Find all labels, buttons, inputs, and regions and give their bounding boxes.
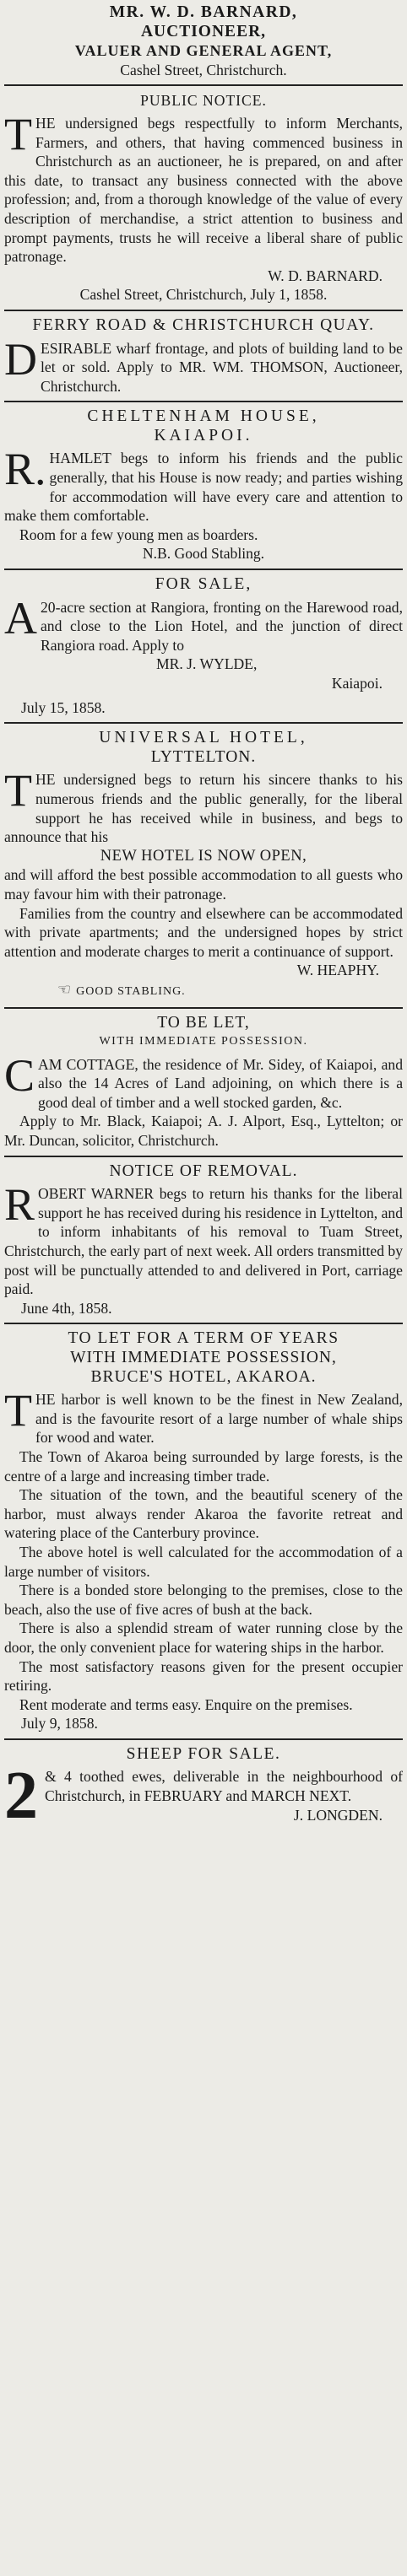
ad-heading: UNIVERSAL HOTEL, — [99, 729, 308, 747]
ad-for-sale-rangiora — [4, 575, 403, 717]
ad-title: AUCTIONEER, — [140, 22, 267, 40]
divider — [4, 84, 403, 86]
ad-heading: CHELTENHAM HOUSE, — [87, 407, 320, 426]
ad-signature: W. HEAPHY. — [296, 962, 379, 979]
ad-paragraph: The most satisfactory reasons given for the present occupier retiring. — [4, 1657, 403, 1695]
ad-notice-of-removal — [4, 1162, 403, 1318]
drop-cap: R. — [4, 444, 46, 495]
ad-body: 20-acre section at Rangiora, fronting on the Harewood road, and close to the Lion Hotel, and the junction of direct Rangiora road. Apply to — [41, 598, 403, 654]
ad-highlight: NEW HOTEL IS NOW OPEN, — [100, 847, 307, 865]
ad-body: OBERT WARNER begs to return his thanks for the liberal support he has received during his residence in Lyttelton, and to inform inhabitants of his removal to Tuam Street, Christchurch, the early part of next week. All orders transmitted by post will be punctually attended to and delivered in Port, carriage paid. — [4, 1185, 403, 1298]
ad-subheading: LYTTELTON. — [150, 747, 257, 766]
newspaper-column — [4, 0, 403, 1834]
ad-subheading: WITH IMMEDIATE POSSESSION. — [99, 1035, 308, 1048]
ad-body: & 4 toothed ewes, deliverable in the neighbourhood of Christchurch, in FEBRUARY and MARCH NEXT. — [45, 1768, 403, 1805]
drop-cap: D — [4, 333, 37, 385]
ad-heading: FOR SALE, — [155, 575, 252, 594]
divider — [4, 401, 403, 402]
divider — [4, 722, 403, 724]
ad-line: Room for a few young men as boarders. — [19, 525, 258, 543]
ad-paragraph: Rent moderate and terms easy. Enquire on the premises. — [19, 1695, 353, 1713]
ad-date: June 4th, 1858. — [21, 1299, 112, 1317]
ad-paragraph: The situation of the town, and the beautiful scenery of the harbor, must always render Akaroa the favorite retreat and watering place of the Canterbury province. — [4, 1486, 403, 1542]
ad-bruces-hotel — [4, 1329, 403, 1733]
ad-title: VALUER AND GENERAL AGENT, — [74, 42, 333, 60]
divider — [4, 1007, 403, 1009]
ad-body: AM COTTAGE, the residence of Mr. Sidey, of Kaiapoi, and also the 14 Acres of Land adjoining, on which there is a good deal of timber and a well stocked garden, &c. — [38, 1055, 403, 1111]
drop-numeral: 2 — [4, 1759, 38, 1834]
ad-paragraph: HE harbor is well known to be the finest in New Zealand, and is the favourite resort of a large number of whale ships for wood and water. — [35, 1391, 403, 1447]
ad-place: Kaiapoi. — [331, 675, 383, 692]
ad-universal-hotel — [4, 729, 403, 1001]
ad-date: July 15, 1858. — [21, 698, 106, 716]
drop-cap: T — [4, 1385, 32, 1436]
drop-cap: R — [4, 1179, 35, 1231]
ad-signature: J. LONGDEN. — [293, 1806, 383, 1824]
ad-sheep-for-sale — [4, 1744, 403, 1834]
divider — [4, 569, 403, 570]
ad-dateline: Cashel Street, Christchurch, July 1, 1858. — [79, 286, 328, 304]
ad-paragraph: There is also a splendid stream of water running close by the door, the only convenient place for watering ships in the harbor. — [4, 1619, 403, 1656]
divider — [4, 1156, 403, 1157]
ad-body: and will afford the best possible accommodation to all guests who may favour him with their patronage. — [4, 866, 403, 903]
ad-heading: FERRY ROAD & CHRISTCHURCH QUAY. — [32, 315, 375, 334]
pointing-hand-icon: ☞ — [57, 980, 72, 998]
ad-date: July 9, 1858. — [21, 1715, 98, 1733]
ad-paragraph: The above hotel is well calculated for the accommodation of a large number of visitors. — [4, 1543, 403, 1580]
ad-ferry-road — [4, 316, 403, 396]
ad-heading: TO BE LET, — [157, 1013, 250, 1032]
ad-heading: TO LET FOR A TERM OF YEARS — [68, 1329, 339, 1348]
ad-body: HE undersigned begs respectfully to inform Merchants, Farmers, and others, that having commenced business in Christchurch as an auctioneer, he is prepared, on and after this date, to transact any business connected with the above profession; and, from a thorough knowledge of the value of every description of merchandise, a strict attention to business and prompt payments, trusts he will receive a liberal share of public patronage. — [4, 114, 403, 266]
drop-cap: T — [4, 108, 32, 159]
ad-name: MR. W. D. BARNARD, — [109, 3, 298, 21]
drop-cap: A — [4, 592, 37, 644]
drop-cap: C — [4, 1049, 35, 1101]
ad-heading: NOTICE OF REMOVAL. — [109, 1161, 298, 1180]
divider — [4, 1323, 403, 1324]
ad-line: N.B. Good Stabling. — [142, 545, 265, 563]
divider — [4, 310, 403, 311]
ad-cam-cottage — [4, 1014, 403, 1151]
ad-signature: MR. J. WYLDE, — [156, 655, 258, 673]
drop-cap: T — [4, 765, 32, 816]
ad-body: ESIRABLE wharf frontage, and plots of building land to be let or sold. Apply to MR. WM. THOMSON, Auctioneer, Christchurch. — [41, 339, 403, 395]
ad-body: HAMLET begs to inform his friends and the public generally, that his House is now ready; and parties wishing for accommodation will have every care and attention to make them comfortable. — [4, 450, 403, 525]
ad-heading: PUBLIC NOTICE. — [140, 92, 267, 110]
ad-paragraph: There is a bonded store belonging to the premises, close to the beach, also the use of five acres of bush at the back. — [4, 1582, 403, 1618]
divider — [4, 1738, 403, 1740]
ad-address: Cashel Street, Christchurch. — [120, 61, 287, 78]
ad-signature: W. D. BARNARD. — [268, 267, 383, 284]
ad-body: HE undersigned begs to return his sincere thanks to his numerous friends and the public generally, for the liberal support he has received while in business, and begs to announce that his — [4, 771, 403, 846]
ad-body: Families from the country and elsewhere can be accommodated with private apartments; and the undersigned hopes by strict attention and moderate charges to merit a continuance of support. — [4, 904, 403, 960]
ad-paragraph: The Town of Akaroa being surrounded by large forests, is the centre of a large and increasing timber trade. — [4, 1447, 403, 1485]
ad-stabling: GOOD STABLING. — [76, 984, 186, 998]
ad-subheading: KAIAPOI. — [154, 426, 253, 445]
ad-cheltenham-house — [4, 407, 403, 563]
ad-heading: SHEEP FOR SALE. — [126, 1744, 281, 1763]
ad-barnard — [4, 3, 403, 304]
ad-apply: Apply to Mr. Black, Kaiapoi; A. J. Alport, Esq., Lyttelton; or Mr. Duncan, solicitor, Christchurch. — [4, 1113, 403, 1150]
ad-subheading: WITH IMMEDIATE POSSESSION, — [70, 1349, 337, 1366]
ad-subheading: BRUCE'S HOTEL, AKAROA. — [90, 1367, 317, 1386]
